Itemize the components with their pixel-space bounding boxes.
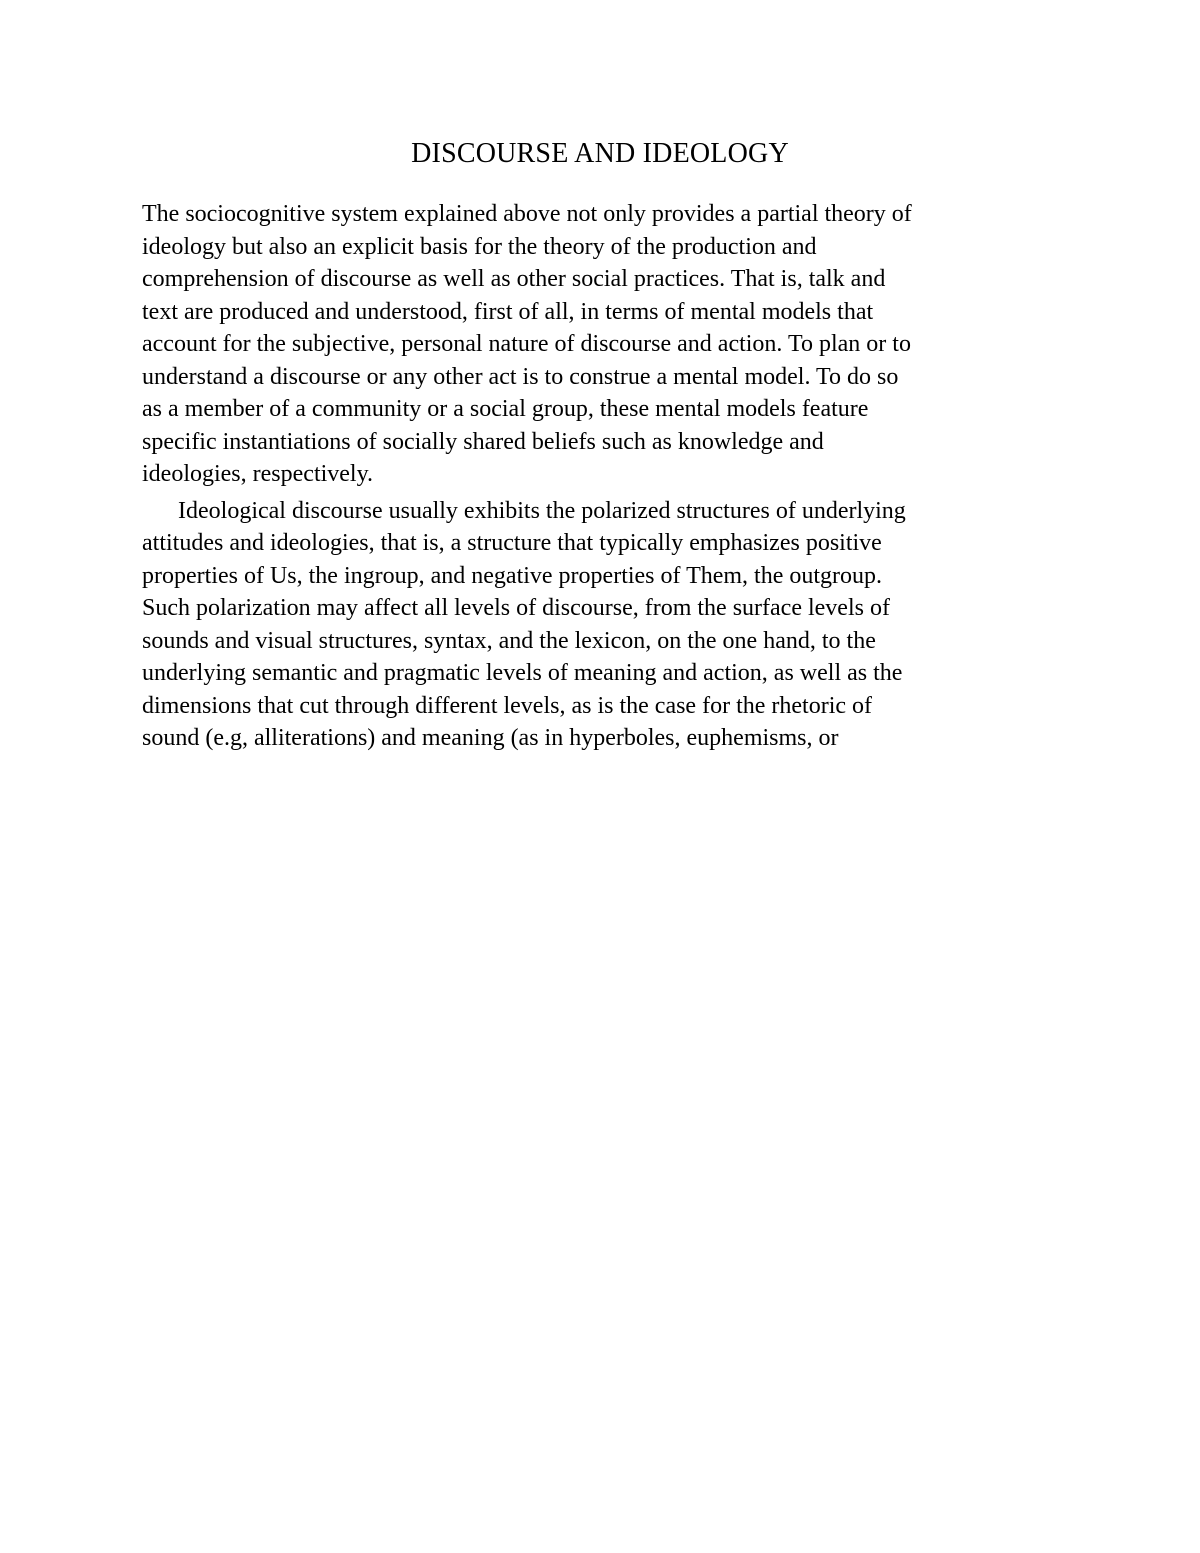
document-body (142, 198, 1062, 755)
text-line: text are produced and understood, first of all, in terms of mental models that (142, 298, 874, 325)
text-line: The sociocognitive system explained above not only provides a partial theory of (142, 201, 912, 227)
paragraph-1 (142, 198, 1062, 491)
text-line: account for the subjective, personal nature of discourse and action. To plan or to (142, 331, 911, 357)
text-line: sound (e.g, alliterations) and meaning (as in hyperboles, euphemisms, or (142, 725, 839, 751)
text-line: ideology but also an explicit basis for the theory of the production and (142, 233, 817, 260)
text-line: as a member of a community or a social group, these mental models feature (142, 396, 869, 422)
text-line: properties of Us, the ingroup, and negative properties of Them, the outgroup. (142, 562, 883, 589)
text-line: ideologies, respectively. (142, 461, 374, 487)
text-line: specific instantiations of socially shared beliefs such as knowledge and (142, 428, 824, 455)
document-title: DISCOURSE AND IDEOLOGY (411, 138, 789, 169)
text-line: comprehension of discourse as well as other social practices. That is, talk and (142, 266, 886, 292)
paragraph-2 (142, 495, 1062, 755)
text-line: Ideological discourse usually exhibits the polarized structures of underlying (178, 497, 906, 524)
text-line: sounds and visual structures, syntax, and the lexicon, on the one hand, to the (142, 627, 876, 654)
text-line: underlying semantic and pragmatic levels of meaning and action, as well as the (142, 660, 903, 686)
text-line: dimensions that cut through different levels, as is the case for the rhetoric of (142, 692, 873, 719)
text-line: attitudes and ideologies, that is, a structure that typically emphasizes positive (142, 530, 882, 556)
text-line: Such polarization may affect all levels of discourse, from the surface levels of (142, 595, 890, 621)
text-line: understand a discourse or any other act is to construe a mental model. To do so (142, 363, 899, 390)
